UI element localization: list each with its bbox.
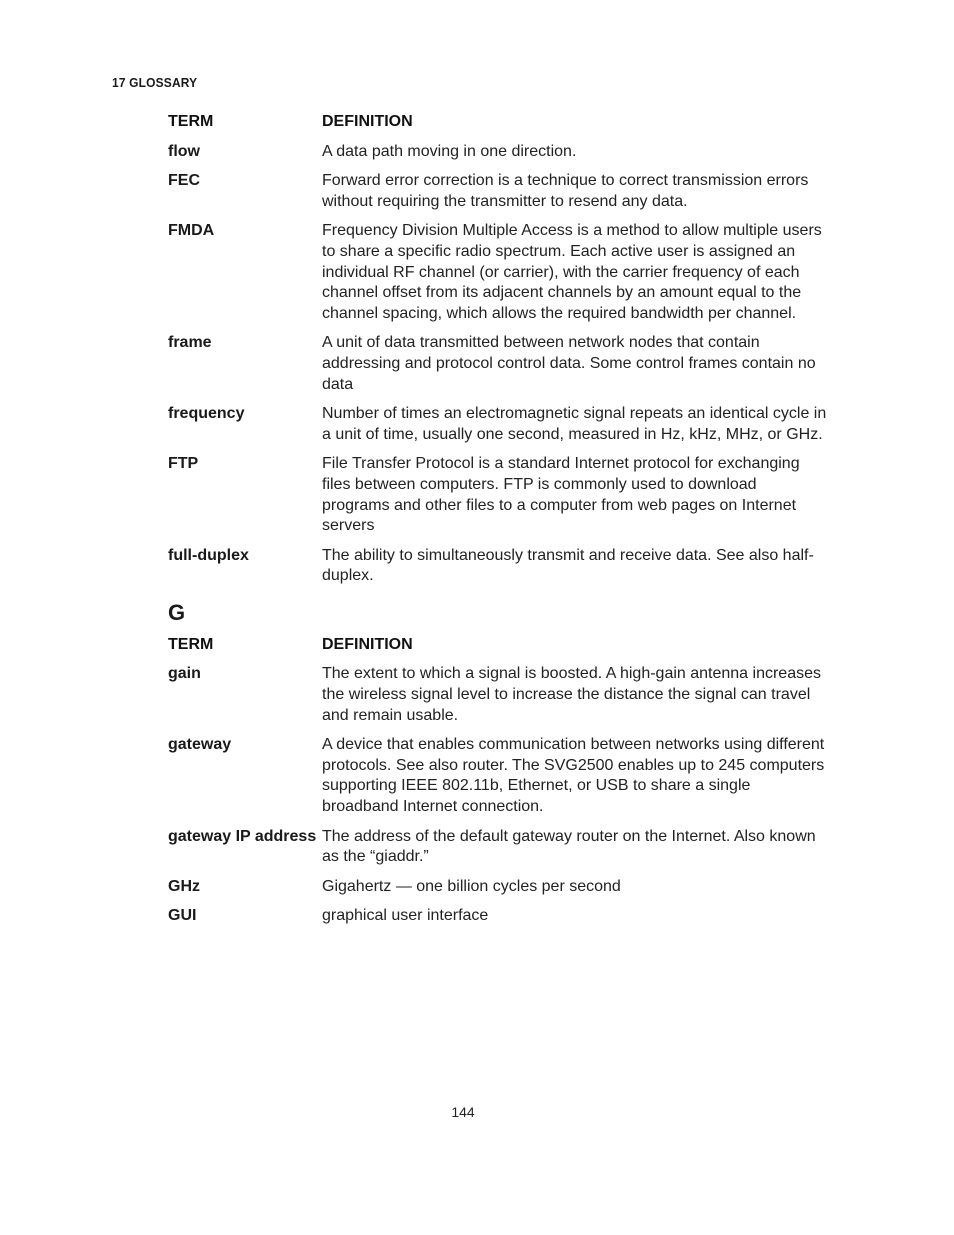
entry-term: full-duplex xyxy=(168,546,249,564)
entry-term: GHz xyxy=(168,877,200,895)
glossary-table-f xyxy=(168,112,828,587)
entry-definition: A data path moving in one direction. xyxy=(322,142,577,160)
table-header-row xyxy=(168,112,828,133)
glossary-entry-fec xyxy=(168,171,828,212)
glossary-entry-ftp xyxy=(168,454,828,536)
column-header-definition: DEFINITION xyxy=(322,635,413,653)
glossary-table-g xyxy=(168,635,828,927)
glossary-entry-flow xyxy=(168,142,828,163)
section-heading-g: G xyxy=(168,599,186,625)
entry-term: gateway xyxy=(168,736,232,754)
column-header-term: TERM xyxy=(168,113,214,130)
running-head: 17 GLOSSARY xyxy=(112,75,198,90)
entry-term: FMDA xyxy=(168,222,215,240)
glossary-entry-frequency xyxy=(168,404,828,445)
glossary-entry-gui xyxy=(168,906,828,927)
entry-definition: graphical user interface xyxy=(322,907,489,925)
entry-term: FTP xyxy=(168,455,199,473)
column-header-definition: DEFINITION xyxy=(322,113,413,130)
entry-definition: File Transfer Protocol is a standard Internet protocol for exchanging files between computers. FTP is commonly used to download programs and other files to a computer from web pages on Internet servers xyxy=(322,455,800,535)
page-number: 144 xyxy=(451,1104,475,1120)
entry-definition: The ability to simultaneously transmit and receive data. See also half-duplex. xyxy=(322,546,814,585)
entry-definition: Forward error correction is a technique to correct transmission errors without requiring the transmitter to resend any data. xyxy=(322,172,809,210)
glossary-entry-full-duplex xyxy=(168,546,828,587)
entry-definition: The extent to which a signal is boosted. A high-gain antenna increases the wireless signal level to increase the distance the signal can travel and remain usable. xyxy=(322,665,821,724)
glossary-entry-frame xyxy=(168,333,828,395)
entry-term: flow xyxy=(168,142,200,160)
glossary-entry-gain xyxy=(168,664,828,726)
entry-term: frequency xyxy=(168,405,245,423)
glossary-entry-fmda xyxy=(168,221,828,324)
entry-definition: A device that enables communication between networks using different protocols. See also router. The SVG2500 enables up to 245 computers supporting IEEE 802.11b, Ethernet, or USB to share a single broadband Internet connection. xyxy=(322,736,825,816)
entry-definition: Gigahertz — one billion cycles per second xyxy=(322,877,621,895)
entry-term: FEC xyxy=(168,172,200,190)
entry-definition: A unit of data transmitted between network nodes that contain addressing and protocol control data. Some control frames contain no data xyxy=(322,334,816,393)
entry-term: frame xyxy=(168,334,212,352)
entry-term: gateway IP address xyxy=(168,827,317,845)
glossary-entry-gateway xyxy=(168,735,828,817)
entry-term: GUI xyxy=(168,907,197,925)
entry-definition: The address of the default gateway router on the Internet. Also known as the “giaddr.” xyxy=(322,827,816,866)
entry-definition: Frequency Division Multiple Access is a method to allow multiple users to share a specific radio spectrum. Each active user is assigned an individual RF channel (or carrier), with the carrier frequency of each channel offset from its adjacent channels by an amount equal to the channel spacing, which allows the required bandwidth per channel. xyxy=(322,222,822,322)
entry-term: gain xyxy=(168,665,201,683)
column-header-term: TERM xyxy=(168,635,214,653)
entry-definition: Number of times an electromagnetic signal repeats an identical cycle in a unit of time, usually one second, measured in Hz, kHz, MHz, or GHz. xyxy=(322,405,827,443)
table-header-row xyxy=(168,635,828,656)
glossary-entry-ghz xyxy=(168,877,828,898)
glossary-entry-gateway-ip-address xyxy=(168,827,828,868)
glossary-content xyxy=(168,112,828,936)
